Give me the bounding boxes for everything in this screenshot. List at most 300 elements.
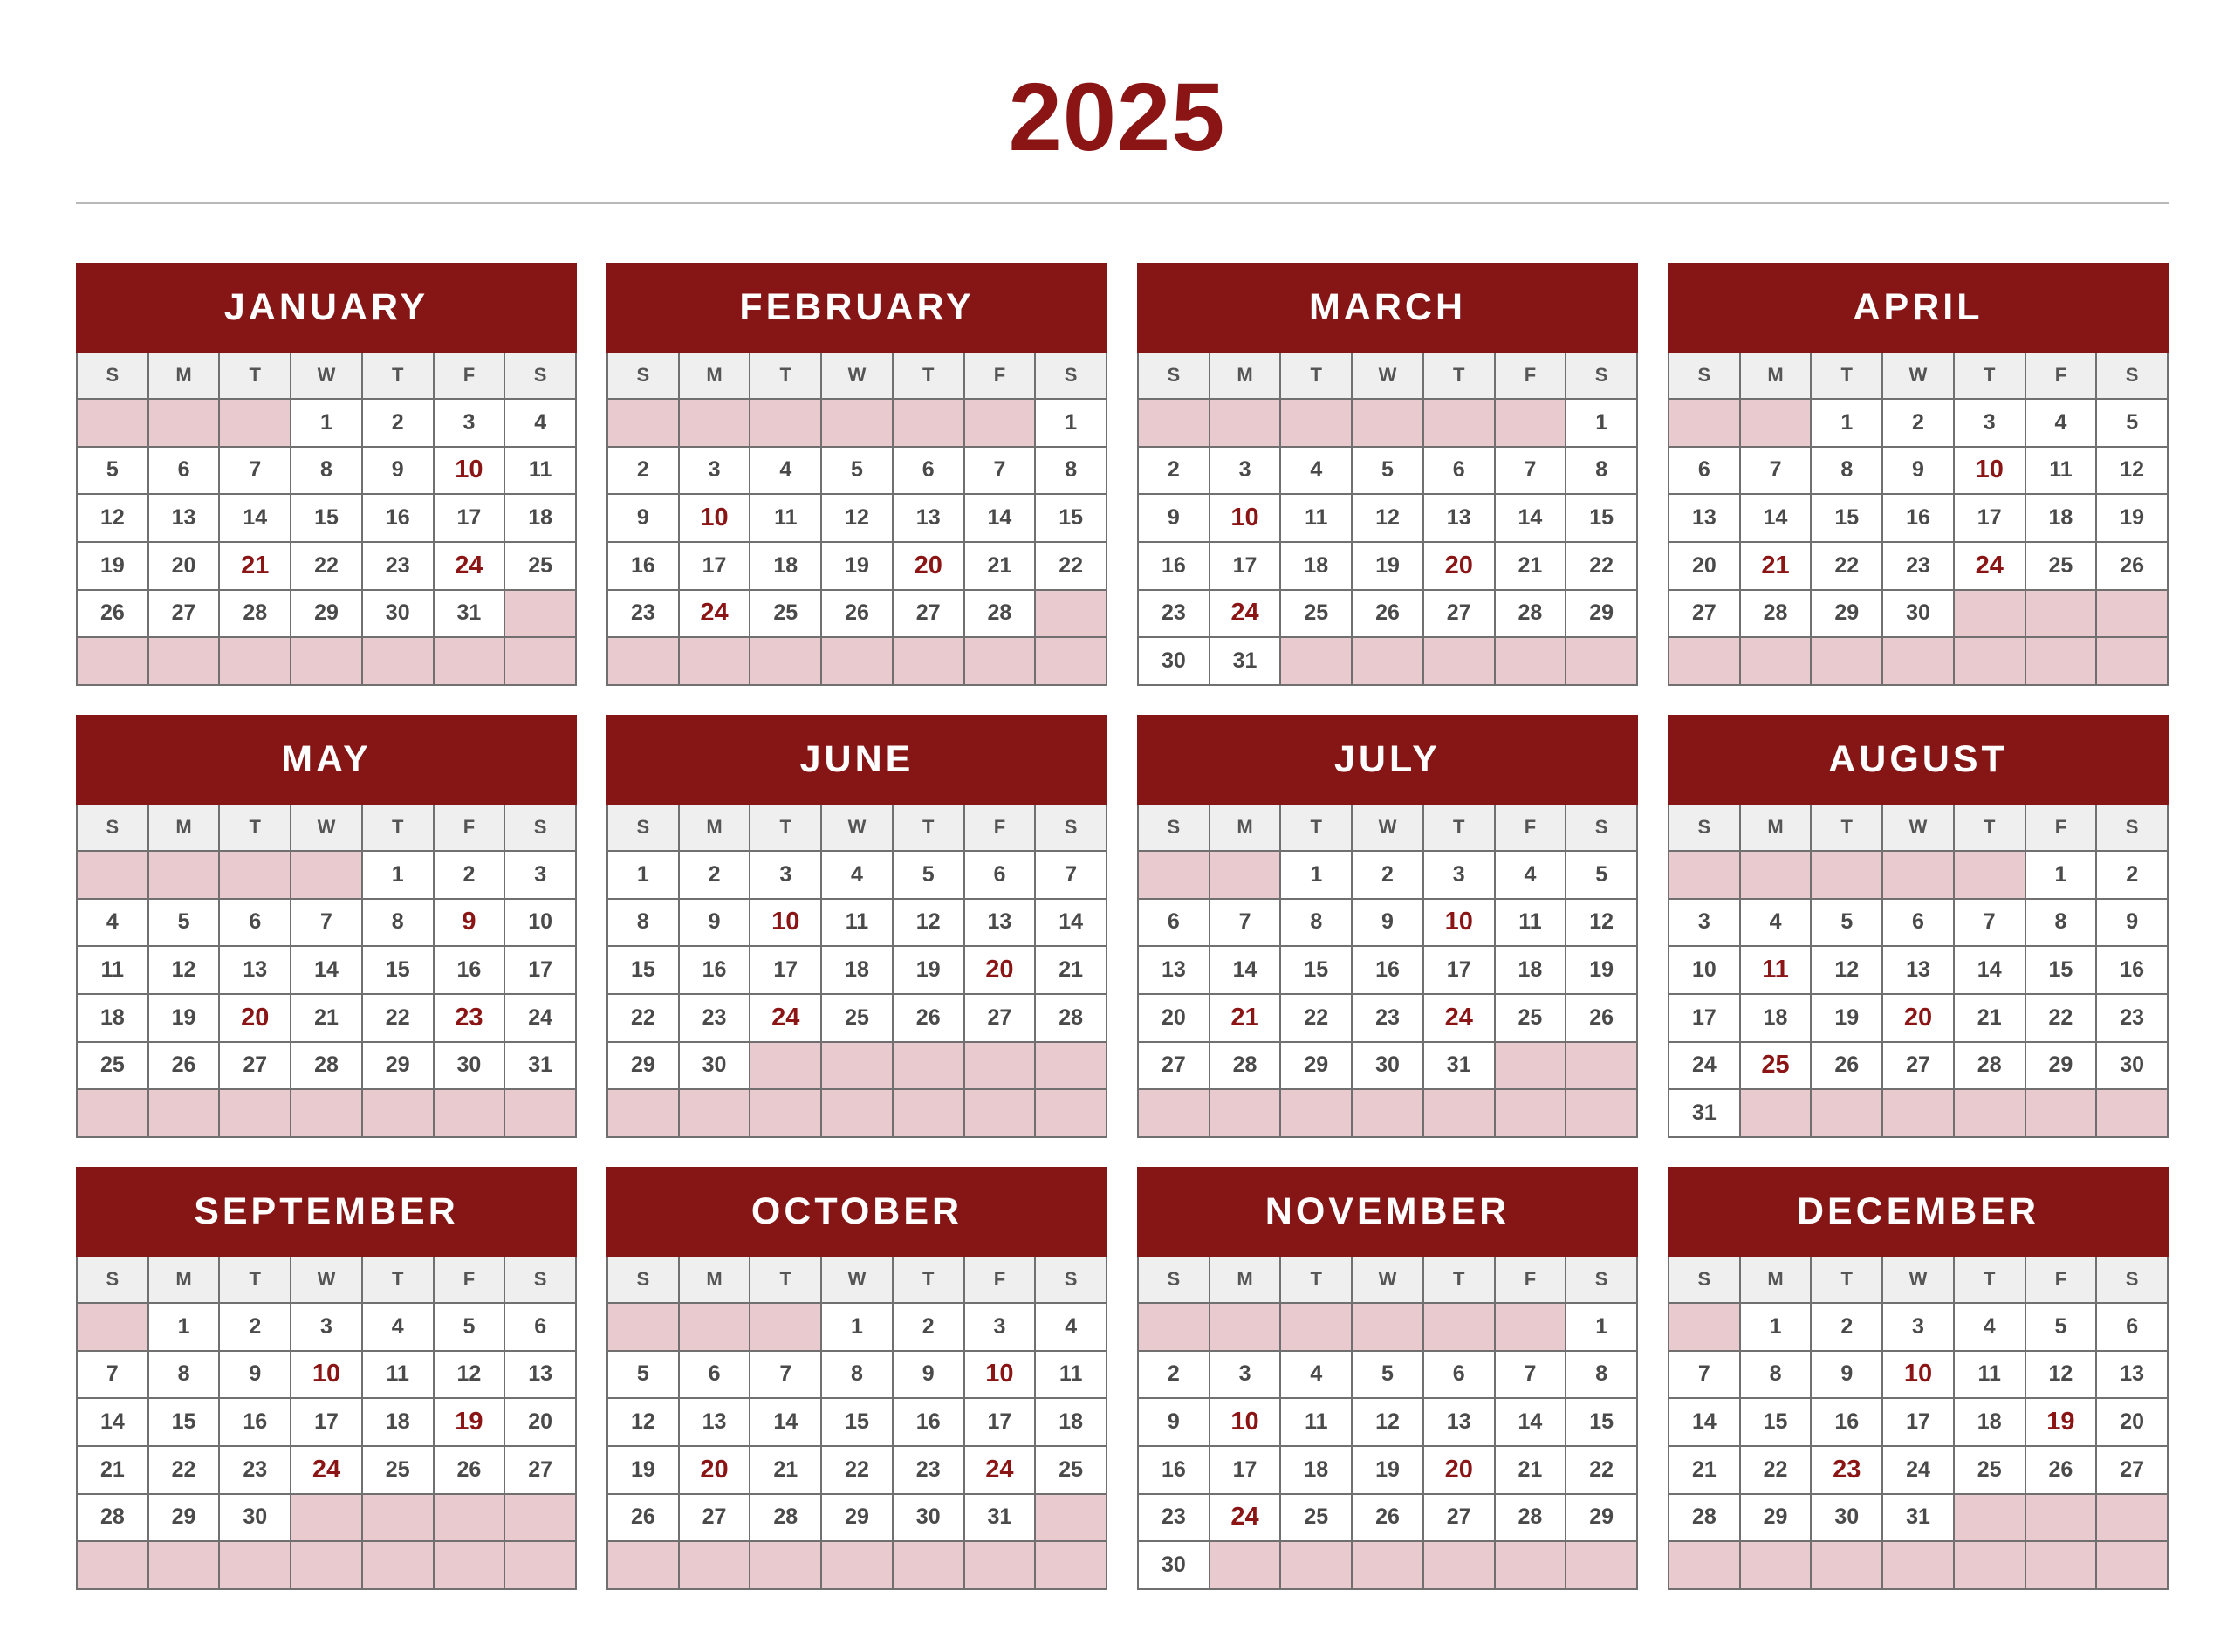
empty-day-cell xyxy=(1424,1090,1494,1136)
month-calendar-grid xyxy=(1137,805,1638,1138)
day-cell: 11 xyxy=(363,1352,433,1398)
day-cell: 4 xyxy=(1036,1304,1106,1350)
day-cell: 11 xyxy=(1036,1352,1106,1398)
day-cell: 18 xyxy=(1496,947,1566,993)
day-cell: 2 xyxy=(363,400,433,446)
empty-day-cell xyxy=(1566,1090,1636,1136)
empty-day-cell xyxy=(1281,638,1351,684)
empty-day-cell xyxy=(750,638,820,684)
day-cell: 23 xyxy=(2097,995,2167,1041)
day-cell: 3 xyxy=(1210,1352,1280,1398)
day-cell: 17 xyxy=(1424,947,1494,993)
empty-day-cell xyxy=(680,1090,750,1136)
empty-day-cell xyxy=(78,1304,147,1350)
day-cell: 21 xyxy=(1496,543,1566,589)
day-cell: 5 xyxy=(822,448,892,494)
day-cell: 27 xyxy=(894,591,963,637)
empty-day-cell xyxy=(1883,852,1953,898)
day-cell: 19 xyxy=(78,543,147,589)
day-cell: 4 xyxy=(1496,852,1566,898)
day-cell: 3 xyxy=(1883,1304,1953,1350)
day-cell: 16 xyxy=(220,1399,290,1445)
highlighted-day-cell: 20 xyxy=(965,947,1035,993)
weekday-label: T xyxy=(1424,805,1494,850)
day-cell: 1 xyxy=(2026,852,2096,898)
day-cell: 22 xyxy=(1566,1447,1636,1493)
day-cell: 31 xyxy=(435,591,504,637)
day-cell: 4 xyxy=(750,448,820,494)
weekday-label: T xyxy=(750,1257,820,1302)
day-cell: 21 xyxy=(1496,1447,1566,1493)
day-cell: 25 xyxy=(1036,1447,1106,1493)
empty-day-cell xyxy=(894,638,963,684)
weekday-label: F xyxy=(965,353,1035,398)
day-cell: 3 xyxy=(505,852,575,898)
weekday-label: T xyxy=(1424,353,1494,398)
day-cell: 31 xyxy=(965,1495,1035,1541)
day-cell: 1 xyxy=(1812,400,1881,446)
empty-day-cell xyxy=(149,1542,219,1588)
day-cell: 8 xyxy=(1566,1352,1636,1398)
day-cell: 19 xyxy=(1353,1447,1422,1493)
empty-day-cell xyxy=(2097,1090,2167,1136)
day-cell: 25 xyxy=(505,543,575,589)
day-cell: 17 xyxy=(680,543,750,589)
empty-day-cell xyxy=(1496,1043,1566,1089)
empty-day-cell xyxy=(78,638,147,684)
day-cell: 8 xyxy=(291,448,361,494)
weekday-label: F xyxy=(1496,1257,1566,1302)
empty-day-cell xyxy=(1036,1495,1106,1541)
day-cell: 18 xyxy=(1741,995,1811,1041)
empty-day-cell xyxy=(220,1542,290,1588)
empty-day-cell xyxy=(363,1542,433,1588)
empty-day-cell xyxy=(1955,1495,2025,1541)
day-cell: 8 xyxy=(1036,448,1106,494)
highlighted-day-cell: 24 xyxy=(1955,543,2025,589)
day-cell: 31 xyxy=(1669,1090,1739,1136)
day-cell: 28 xyxy=(1210,1043,1280,1089)
day-cell: 23 xyxy=(220,1447,290,1493)
empty-day-cell xyxy=(1353,400,1422,446)
empty-day-cell xyxy=(1883,1542,1953,1588)
day-cell: 9 xyxy=(680,900,750,946)
day-cell: 14 xyxy=(750,1399,820,1445)
day-cell: 2 xyxy=(220,1304,290,1350)
day-cell: 26 xyxy=(2097,543,2167,589)
weekday-label: S xyxy=(2097,805,2167,850)
day-cell: 7 xyxy=(1496,448,1566,494)
day-cell: 7 xyxy=(1496,1352,1566,1398)
weekday-label: F xyxy=(2026,353,2096,398)
weekday-label: S xyxy=(1139,805,1209,850)
day-cell: 9 xyxy=(220,1352,290,1398)
day-cell: 25 xyxy=(363,1447,433,1493)
weekday-label: T xyxy=(750,805,820,850)
empty-day-cell xyxy=(1955,638,2025,684)
month-name: NOVEMBER xyxy=(1137,1167,1638,1257)
day-cell: 16 xyxy=(1883,495,1953,541)
weekday-label: T xyxy=(1955,805,2025,850)
empty-day-cell xyxy=(1424,1304,1494,1350)
month-february xyxy=(606,263,1107,686)
highlighted-day-cell: 24 xyxy=(680,591,750,637)
empty-day-cell xyxy=(1566,638,1636,684)
month-name: SEPTEMBER xyxy=(76,1167,577,1257)
highlighted-day-cell: 20 xyxy=(1883,995,1953,1041)
weekday-label: T xyxy=(894,353,963,398)
empty-day-cell xyxy=(965,400,1035,446)
weekday-label: S xyxy=(1566,1257,1636,1302)
weekday-label: W xyxy=(1353,805,1422,850)
day-cell: 24 xyxy=(1669,1043,1739,1089)
empty-day-cell xyxy=(1036,638,1106,684)
day-cell: 30 xyxy=(2097,1043,2167,1089)
day-cell: 26 xyxy=(1812,1043,1881,1089)
weekday-label: S xyxy=(1036,1257,1106,1302)
day-cell: 3 xyxy=(435,400,504,446)
day-cell: 29 xyxy=(1281,1043,1351,1089)
day-cell: 13 xyxy=(965,900,1035,946)
day-cell: 12 xyxy=(1812,947,1881,993)
empty-day-cell xyxy=(1496,1090,1566,1136)
empty-day-cell xyxy=(1955,591,2025,637)
highlighted-day-cell: 23 xyxy=(435,995,504,1041)
month-calendar-grid xyxy=(76,353,577,686)
month-name: MAY xyxy=(76,715,577,805)
day-cell: 2 xyxy=(608,448,678,494)
day-cell: 2 xyxy=(894,1304,963,1350)
empty-day-cell xyxy=(750,400,820,446)
weekday-label: W xyxy=(1883,1257,1953,1302)
empty-day-cell xyxy=(1281,1090,1351,1136)
month-august xyxy=(1668,715,2169,1138)
empty-day-cell xyxy=(822,400,892,446)
empty-day-cell xyxy=(894,1542,963,1588)
weekday-label: S xyxy=(78,1257,147,1302)
empty-day-cell xyxy=(965,1090,1035,1136)
weekday-label: M xyxy=(680,353,750,398)
month-december xyxy=(1668,1167,2169,1590)
day-cell: 18 xyxy=(363,1399,433,1445)
day-cell: 12 xyxy=(1353,1399,1422,1445)
weekday-label: T xyxy=(894,1257,963,1302)
empty-day-cell xyxy=(1139,852,1209,898)
day-cell: 22 xyxy=(1036,543,1106,589)
empty-day-cell xyxy=(2097,638,2167,684)
day-cell: 5 xyxy=(2097,400,2167,446)
weekday-label: W xyxy=(291,805,361,850)
empty-day-cell xyxy=(1812,852,1881,898)
day-cell: 17 xyxy=(435,495,504,541)
day-cell: 11 xyxy=(750,495,820,541)
empty-day-cell xyxy=(750,1043,820,1089)
day-cell: 5 xyxy=(1566,852,1636,898)
day-cell: 2 xyxy=(680,852,750,898)
month-name: MARCH xyxy=(1137,263,1638,353)
day-cell: 9 xyxy=(1353,900,1422,946)
day-cell: 17 xyxy=(1669,995,1739,1041)
weekday-label: W xyxy=(1883,805,1953,850)
day-cell: 17 xyxy=(1955,495,2025,541)
day-cell: 13 xyxy=(1883,947,1953,993)
empty-day-cell xyxy=(965,1043,1035,1089)
day-cell: 11 xyxy=(822,900,892,946)
day-cell: 1 xyxy=(1566,400,1636,446)
day-cell: 3 xyxy=(291,1304,361,1350)
empty-day-cell xyxy=(78,1542,147,1588)
day-cell: 15 xyxy=(1036,495,1106,541)
day-cell: 5 xyxy=(149,900,219,946)
day-cell: 19 xyxy=(149,995,219,1041)
day-cell: 1 xyxy=(149,1304,219,1350)
day-cell: 2 xyxy=(1139,448,1209,494)
empty-day-cell xyxy=(505,638,575,684)
day-cell: 18 xyxy=(1955,1399,2025,1445)
day-cell: 19 xyxy=(1812,995,1881,1041)
day-cell: 17 xyxy=(291,1399,361,1445)
empty-day-cell xyxy=(1210,1304,1280,1350)
empty-day-cell xyxy=(363,638,433,684)
day-cell: 25 xyxy=(1496,995,1566,1041)
day-cell: 12 xyxy=(149,947,219,993)
day-cell: 8 xyxy=(2026,900,2096,946)
day-cell: 28 xyxy=(1669,1495,1739,1541)
day-cell: 18 xyxy=(2026,495,2096,541)
day-cell: 5 xyxy=(894,852,963,898)
day-cell: 8 xyxy=(1812,448,1881,494)
day-cell: 7 xyxy=(291,900,361,946)
weekday-label: F xyxy=(435,805,504,850)
weekday-label: T xyxy=(1812,353,1881,398)
day-cell: 15 xyxy=(1566,495,1636,541)
weekday-label: T xyxy=(220,353,290,398)
day-cell: 16 xyxy=(1139,1447,1209,1493)
highlighted-day-cell: 11 xyxy=(1741,947,1811,993)
day-cell: 27 xyxy=(2097,1447,2167,1493)
empty-day-cell xyxy=(680,1304,750,1350)
day-cell: 28 xyxy=(750,1495,820,1541)
empty-day-cell xyxy=(1210,1542,1280,1588)
day-cell: 29 xyxy=(291,591,361,637)
day-cell: 25 xyxy=(2026,543,2096,589)
day-cell: 20 xyxy=(149,543,219,589)
day-cell: 9 xyxy=(1139,1399,1209,1445)
weekday-label: M xyxy=(149,1257,219,1302)
day-cell: 4 xyxy=(1741,900,1811,946)
day-cell: 22 xyxy=(822,1447,892,1493)
empty-day-cell xyxy=(2097,1495,2167,1541)
day-cell: 15 xyxy=(1812,495,1881,541)
day-cell: 23 xyxy=(363,543,433,589)
empty-day-cell xyxy=(680,638,750,684)
day-cell: 12 xyxy=(1353,495,1422,541)
empty-day-cell xyxy=(1741,852,1811,898)
day-cell: 29 xyxy=(822,1495,892,1541)
month-name: APRIL xyxy=(1668,263,2169,353)
month-july xyxy=(1137,715,1638,1138)
highlighted-day-cell: 20 xyxy=(220,995,290,1041)
weekday-label: W xyxy=(1883,353,1953,398)
day-cell: 4 xyxy=(1955,1304,2025,1350)
month-name: AUGUST xyxy=(1668,715,2169,805)
day-cell: 15 xyxy=(1281,947,1351,993)
day-cell: 15 xyxy=(149,1399,219,1445)
day-cell: 31 xyxy=(1210,638,1280,684)
weekday-label: T xyxy=(894,805,963,850)
day-cell: 26 xyxy=(1353,1495,1422,1541)
day-cell: 28 xyxy=(1496,591,1566,637)
day-cell: 6 xyxy=(2097,1304,2167,1350)
empty-day-cell xyxy=(1812,1090,1881,1136)
day-cell: 29 xyxy=(1741,1495,1811,1541)
empty-day-cell xyxy=(291,852,361,898)
day-cell: 29 xyxy=(149,1495,219,1541)
day-cell: 5 xyxy=(1353,1352,1422,1398)
month-november xyxy=(1137,1167,1638,1590)
weekday-label: S xyxy=(1669,805,1739,850)
day-cell: 11 xyxy=(1281,495,1351,541)
weekday-label: W xyxy=(822,353,892,398)
month-march xyxy=(1137,263,1638,686)
day-cell: 27 xyxy=(505,1447,575,1493)
weekday-label: F xyxy=(965,805,1035,850)
month-name: JANUARY xyxy=(76,263,577,353)
empty-day-cell xyxy=(1036,1090,1106,1136)
day-cell: 13 xyxy=(1139,947,1209,993)
weekday-label: M xyxy=(149,353,219,398)
month-calendar-grid xyxy=(1668,1257,2169,1590)
highlighted-day-cell: 10 xyxy=(1955,448,2025,494)
day-cell: 9 xyxy=(1812,1352,1881,1398)
empty-day-cell xyxy=(2026,1495,2096,1541)
empty-day-cell xyxy=(1496,400,1566,446)
page-title: 2025 xyxy=(1008,64,1226,171)
day-cell: 9 xyxy=(2097,900,2167,946)
day-cell: 13 xyxy=(894,495,963,541)
day-cell: 17 xyxy=(1883,1399,1953,1445)
empty-day-cell xyxy=(435,1495,504,1541)
highlighted-day-cell: 10 xyxy=(1883,1352,1953,1398)
empty-day-cell xyxy=(505,1542,575,1588)
empty-day-cell xyxy=(608,1304,678,1350)
empty-day-cell xyxy=(149,400,219,446)
empty-day-cell xyxy=(220,638,290,684)
day-cell: 25 xyxy=(750,591,820,637)
day-cell: 18 xyxy=(505,495,575,541)
day-cell: 14 xyxy=(1210,947,1280,993)
day-cell: 28 xyxy=(291,1043,361,1089)
day-cell: 22 xyxy=(1741,1447,1811,1493)
day-cell: 17 xyxy=(965,1399,1035,1445)
day-cell: 18 xyxy=(1281,1447,1351,1493)
weekday-label: T xyxy=(1281,805,1351,850)
day-cell: 30 xyxy=(1353,1043,1422,1089)
day-cell: 21 xyxy=(1669,1447,1739,1493)
day-cell: 11 xyxy=(1496,900,1566,946)
weekday-label: S xyxy=(608,805,678,850)
weekday-label: M xyxy=(1210,1257,1280,1302)
month-calendar-grid xyxy=(606,805,1107,1138)
highlighted-day-cell: 24 xyxy=(1210,1495,1280,1541)
day-cell: 8 xyxy=(363,900,433,946)
day-cell: 2 xyxy=(1353,852,1422,898)
month-calendar-grid xyxy=(76,1257,577,1590)
empty-day-cell xyxy=(435,638,504,684)
day-cell: 11 xyxy=(1955,1352,2025,1398)
highlighted-day-cell: 10 xyxy=(965,1352,1035,1398)
day-cell: 11 xyxy=(2026,448,2096,494)
weekday-label: W xyxy=(822,805,892,850)
weekday-label: S xyxy=(2097,353,2167,398)
day-cell: 25 xyxy=(1281,1495,1351,1541)
month-september xyxy=(76,1167,577,1590)
empty-day-cell xyxy=(822,638,892,684)
weekday-label: S xyxy=(505,805,575,850)
day-cell: 24 xyxy=(505,995,575,1041)
day-cell: 22 xyxy=(1281,995,1351,1041)
day-cell: 10 xyxy=(1669,947,1739,993)
day-cell: 31 xyxy=(1883,1495,1953,1541)
day-cell: 25 xyxy=(1281,591,1351,637)
empty-day-cell xyxy=(1669,1304,1739,1350)
day-cell: 9 xyxy=(608,495,678,541)
empty-day-cell xyxy=(1281,400,1351,446)
empty-day-cell xyxy=(750,1542,820,1588)
weekday-label: F xyxy=(435,1257,504,1302)
empty-day-cell xyxy=(1955,1090,2025,1136)
highlighted-day-cell: 21 xyxy=(1741,543,1811,589)
day-cell: 28 xyxy=(220,591,290,637)
empty-day-cell xyxy=(894,1043,963,1089)
weekday-label: T xyxy=(363,353,433,398)
empty-day-cell xyxy=(149,638,219,684)
day-cell: 30 xyxy=(220,1495,290,1541)
month-calendar-grid xyxy=(606,353,1107,686)
day-cell: 21 xyxy=(1955,995,2025,1041)
day-cell: 15 xyxy=(291,495,361,541)
day-cell: 18 xyxy=(1036,1399,1106,1445)
weekday-label: F xyxy=(1496,805,1566,850)
weekday-label: W xyxy=(291,353,361,398)
months-grid xyxy=(76,263,2169,1590)
month-june xyxy=(606,715,1107,1138)
weekday-label: F xyxy=(965,1257,1035,1302)
weekday-label: T xyxy=(750,353,820,398)
empty-day-cell xyxy=(608,638,678,684)
month-name: DECEMBER xyxy=(1668,1167,2169,1257)
empty-day-cell xyxy=(1496,638,1566,684)
empty-day-cell xyxy=(1139,1090,1209,1136)
day-cell: 3 xyxy=(750,852,820,898)
weekday-label: T xyxy=(220,805,290,850)
empty-day-cell xyxy=(1281,1304,1351,1350)
day-cell: 26 xyxy=(822,591,892,637)
weekday-label: T xyxy=(363,1257,433,1302)
day-cell: 3 xyxy=(1955,400,2025,446)
day-cell: 5 xyxy=(1353,448,1422,494)
day-cell: 14 xyxy=(291,947,361,993)
day-cell: 12 xyxy=(608,1399,678,1445)
highlighted-day-cell: 10 xyxy=(291,1352,361,1398)
day-cell: 14 xyxy=(1496,495,1566,541)
weekday-label: S xyxy=(1566,805,1636,850)
day-cell: 31 xyxy=(505,1043,575,1089)
day-cell: 28 xyxy=(1036,995,1106,1041)
empty-day-cell xyxy=(1353,1304,1422,1350)
day-cell: 8 xyxy=(1741,1352,1811,1398)
empty-day-cell xyxy=(822,1542,892,1588)
